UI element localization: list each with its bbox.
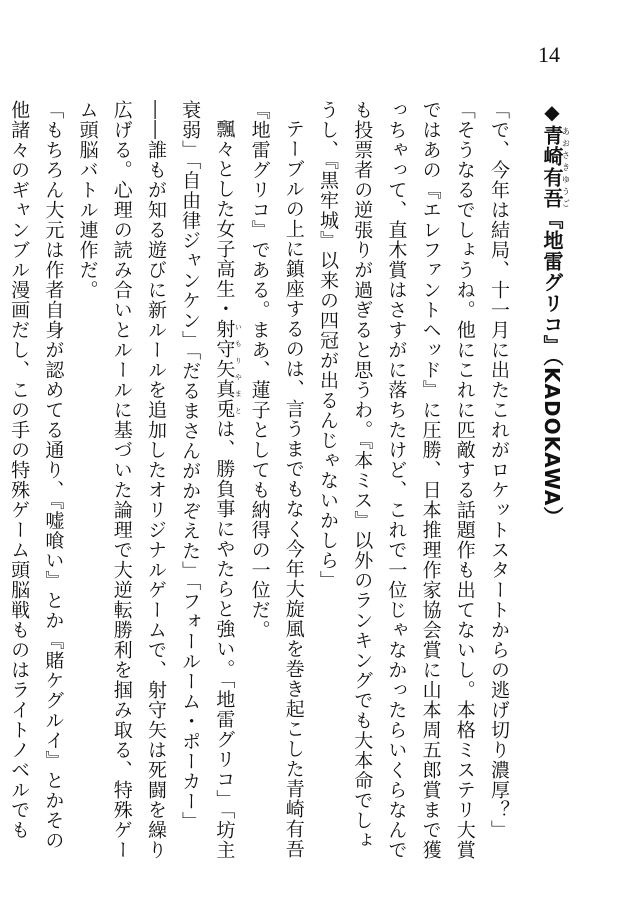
paragraph-1: 「で、今年は結局、十一月に出たこれがロケットスタートからの逃げ切り濃厚？」 bbox=[488, 100, 510, 840]
paragraph-2: 「そうなるでしょうね。他にこれに匹敵する話題作も出てないし。本格ミステリ大賞ではあの『エレファントヘッド』に圧勝、日本推理作家協会賞に山本周五郎賞まで獲っちゃって、直木賞はさすがに落ちたけど、これで一位じゃなかったらいくらなんでも投票者の逆張りが過ぎると思うわ。『本ミス』以外のランキングでも大本命でしょうし、『黒牢城』以来の四冠が出るんじゃないかしら」 bbox=[316, 100, 476, 860]
paragraph-4-body: は、勝負事にやたらと強い。「地雷グリコ」「坊主衰弱」「自由律ジャンケン」「だるまさんがかぞえた」「フォールーム・ポーカー」――誰もが知る遊びに新ルールを追加したオリジナルゲームで、射守矢は死闘を繰り広げる。心理の読み合いとルールに基づいた論理で大逆転勝利を掴み取る、特殊ゲーム頭脳バトル連作だ。 bbox=[76, 100, 236, 860]
book-title: 『地雷グリコ』 bbox=[540, 209, 564, 356]
name-ruby: 射守矢真兎 いもりやまと bbox=[213, 319, 243, 419]
publisher: （KADOKAWA） bbox=[540, 356, 564, 528]
author-name: 青崎有吾あおさきゆうご bbox=[540, 125, 571, 209]
paragraph-4-lead: 飄々とした女子高生・射守矢真兎 いもりやまと bbox=[213, 119, 243, 419]
page-number: 14 bbox=[538, 42, 560, 67]
paragraph-4 bbox=[70, 100, 242, 860]
book-heading bbox=[530, 100, 574, 860]
author-ruby: あおさきゆうご bbox=[561, 125, 571, 209]
paragraph-3: テーブルの上に鎮座するのは、言うまでもなく今年大旋風を巻き起こした青崎有吾『地雷グリコ』である。まあ、蓮子としても納得の一位だ。 bbox=[248, 100, 305, 859]
vertical-text-body bbox=[8, 100, 574, 860]
heading-marker: ◆ bbox=[540, 100, 564, 125]
paragraph-5: 「もちろん大元は作者自身が認めてる通り、『嘘喰い』とか『賭ケグルイ』とかその他諸々のギャンブル漫画だし、この手の特殊ゲーム頭脳戦ものはライトノベルでも bbox=[8, 100, 65, 851]
